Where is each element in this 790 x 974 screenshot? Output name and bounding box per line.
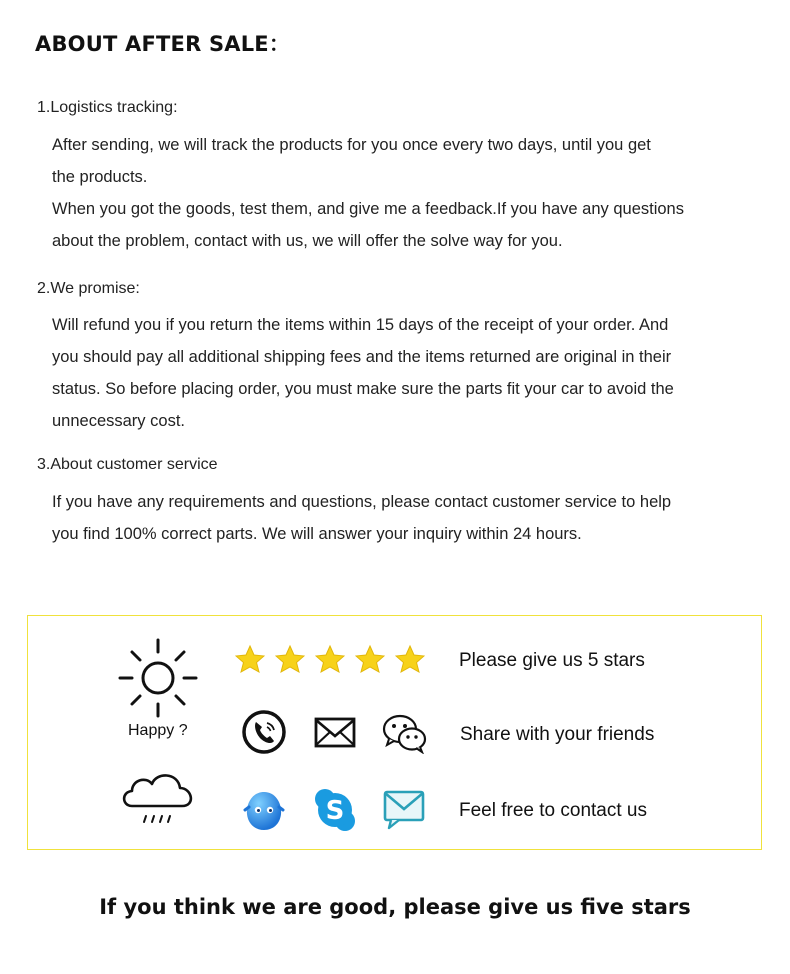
paragraph-line: If you have any requirements and questions, please contact customer service to help — [52, 493, 672, 511]
paragraph-line: After sending, we will track the products for you once every two days, until you get — [52, 136, 651, 154]
rating-prompt: Please give us 5 stars — [459, 650, 645, 671]
section-title-logistics: 1.Logistics tracking: — [37, 99, 178, 116]
paragraph-line: Will refund you if you return the items within 15 days of the receipt of your order. And — [52, 316, 669, 334]
qq-icon — [241, 788, 287, 834]
skype-icon — [313, 787, 357, 833]
mail-icon — [381, 788, 427, 832]
happy-label: Happy ? — [128, 722, 188, 739]
paragraph-line: you find 100% correct parts. We will answer your inquiry within 24 hours. — [52, 525, 582, 543]
paragraph-line: the products. — [52, 168, 148, 186]
star-icon — [275, 644, 305, 674]
paragraph-line: about the problem, contact with us, we will offer the solve way for you. — [52, 232, 563, 250]
paragraph-line: you should pay all additional shipping fees and the items returned are original in their — [52, 348, 672, 366]
star-icon — [235, 644, 265, 674]
paragraph-line: When you got the goods, test them, and give me a feedback.If you have any questions — [52, 200, 684, 218]
sun-icon — [115, 636, 201, 718]
section-body-customer-service — [52, 486, 772, 550]
wechat-icon — [381, 712, 429, 754]
star-icon — [315, 644, 345, 674]
feedback-box — [27, 615, 762, 850]
page-title: ABOUT AFTER SALE： — [35, 32, 291, 56]
footer-message: If you think we are good, please give us five stars — [99, 895, 691, 919]
section-body-promise — [52, 309, 772, 437]
svg-text:S: S — [325, 796, 345, 826]
paragraph-line: status. So before placing order, you must make sure the parts fit your car to avoid the — [52, 380, 674, 398]
share-prompt: Share with your friends — [460, 724, 655, 745]
section-body-logistics — [52, 129, 772, 257]
star-icon — [395, 644, 425, 674]
section-title-promise: 2.We promise: — [37, 280, 140, 297]
contact-prompt: Feel free to contact us — [459, 800, 647, 821]
star-icon — [355, 644, 385, 674]
phone-icon — [241, 709, 287, 755]
section-title-customer-service: 3.About customer service — [37, 456, 218, 473]
mail-icon — [313, 715, 357, 751]
paragraph-line: unnecessary cost. — [52, 412, 185, 430]
rain-cloud-icon — [118, 764, 200, 832]
